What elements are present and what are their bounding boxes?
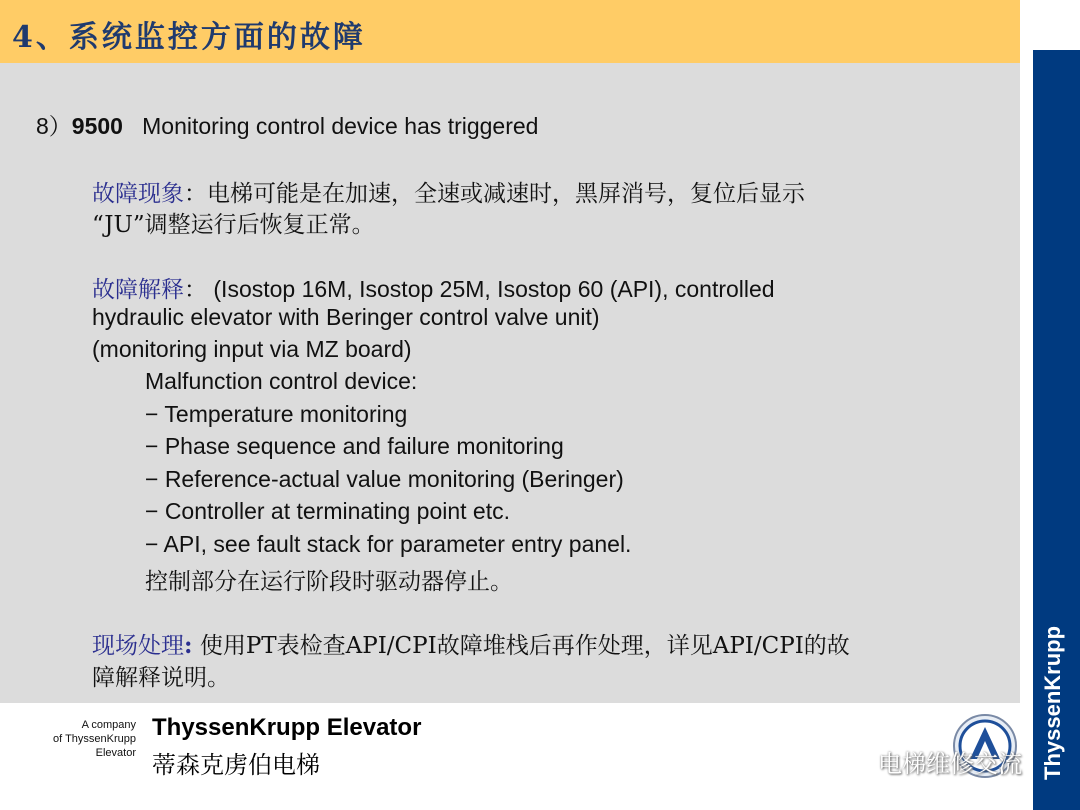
item-heading	[36, 108, 538, 141]
watermark-text: 电梯维修交流	[878, 751, 1022, 778]
footer-company-name: ThyssenKrupp Elevator	[152, 714, 422, 741]
bullet-item: − Phase sequence and failure monitoring	[145, 433, 564, 459]
explanation-label: 故障解释	[92, 277, 184, 303]
bullet-item: − Reference-actual value monitoring (Beringer)	[145, 466, 624, 492]
bullet-item: − Controller at terminating point etc.	[145, 498, 510, 524]
footer-of-thyssenkrupp: of ThyssenKrupp	[53, 733, 136, 745]
symptom-label: 故障现象	[92, 181, 184, 207]
bullet-item: − API, see fault stack for parameter entry panel.	[145, 531, 632, 557]
explanation-line-4: Malfunction control device:	[145, 368, 418, 394]
brand-vertical-text: ThyssenKrupp	[1040, 625, 1065, 780]
handling-label: 现场处理	[92, 633, 184, 659]
item-code: 9500	[71, 113, 123, 139]
wechat-icon	[838, 748, 874, 776]
footer-company-name-cn: 蒂森克虏伯电梯	[152, 751, 320, 779]
explanation-line-cn: 控制部分在运行阶段时驱动器停止。	[145, 569, 513, 595]
symptom-line-2: “JU”调整运行后恢复正常。	[92, 212, 375, 238]
explanation-line-1	[92, 271, 775, 304]
page-title: 4、系统监控方面的故障	[12, 20, 366, 55]
item-number: 8）	[36, 113, 72, 139]
symptom-text-1: ：电梯可能是在加速，全速或减速时，黑屏消号，复位后显示	[184, 181, 805, 207]
item-title: Monitoring control device has triggered	[142, 113, 539, 139]
handling-line-2: 障解释说明。	[92, 665, 230, 691]
symptom-line-1	[92, 175, 805, 208]
bullet-item: − Temperature monitoring	[145, 401, 408, 427]
explanation-line-3: (monitoring input via MZ board)	[92, 336, 412, 362]
footer-a-company: A company	[81, 719, 136, 731]
explanation-line-2: hydraulic elevator with Beringer control valve unit)	[92, 304, 600, 330]
handling-colon: :	[184, 632, 193, 659]
handling-text-1: 使用PT表检查API/CPI故障堆栈后再作处理，详见API/CPI的故	[199, 633, 850, 659]
handling-line-1	[92, 627, 850, 660]
explanation-text-1: ： (Isostop 16M, Isostop 25M, Isostop 60 (API), controlled	[184, 276, 775, 302]
footer-elevator: Elevator	[95, 747, 136, 759]
